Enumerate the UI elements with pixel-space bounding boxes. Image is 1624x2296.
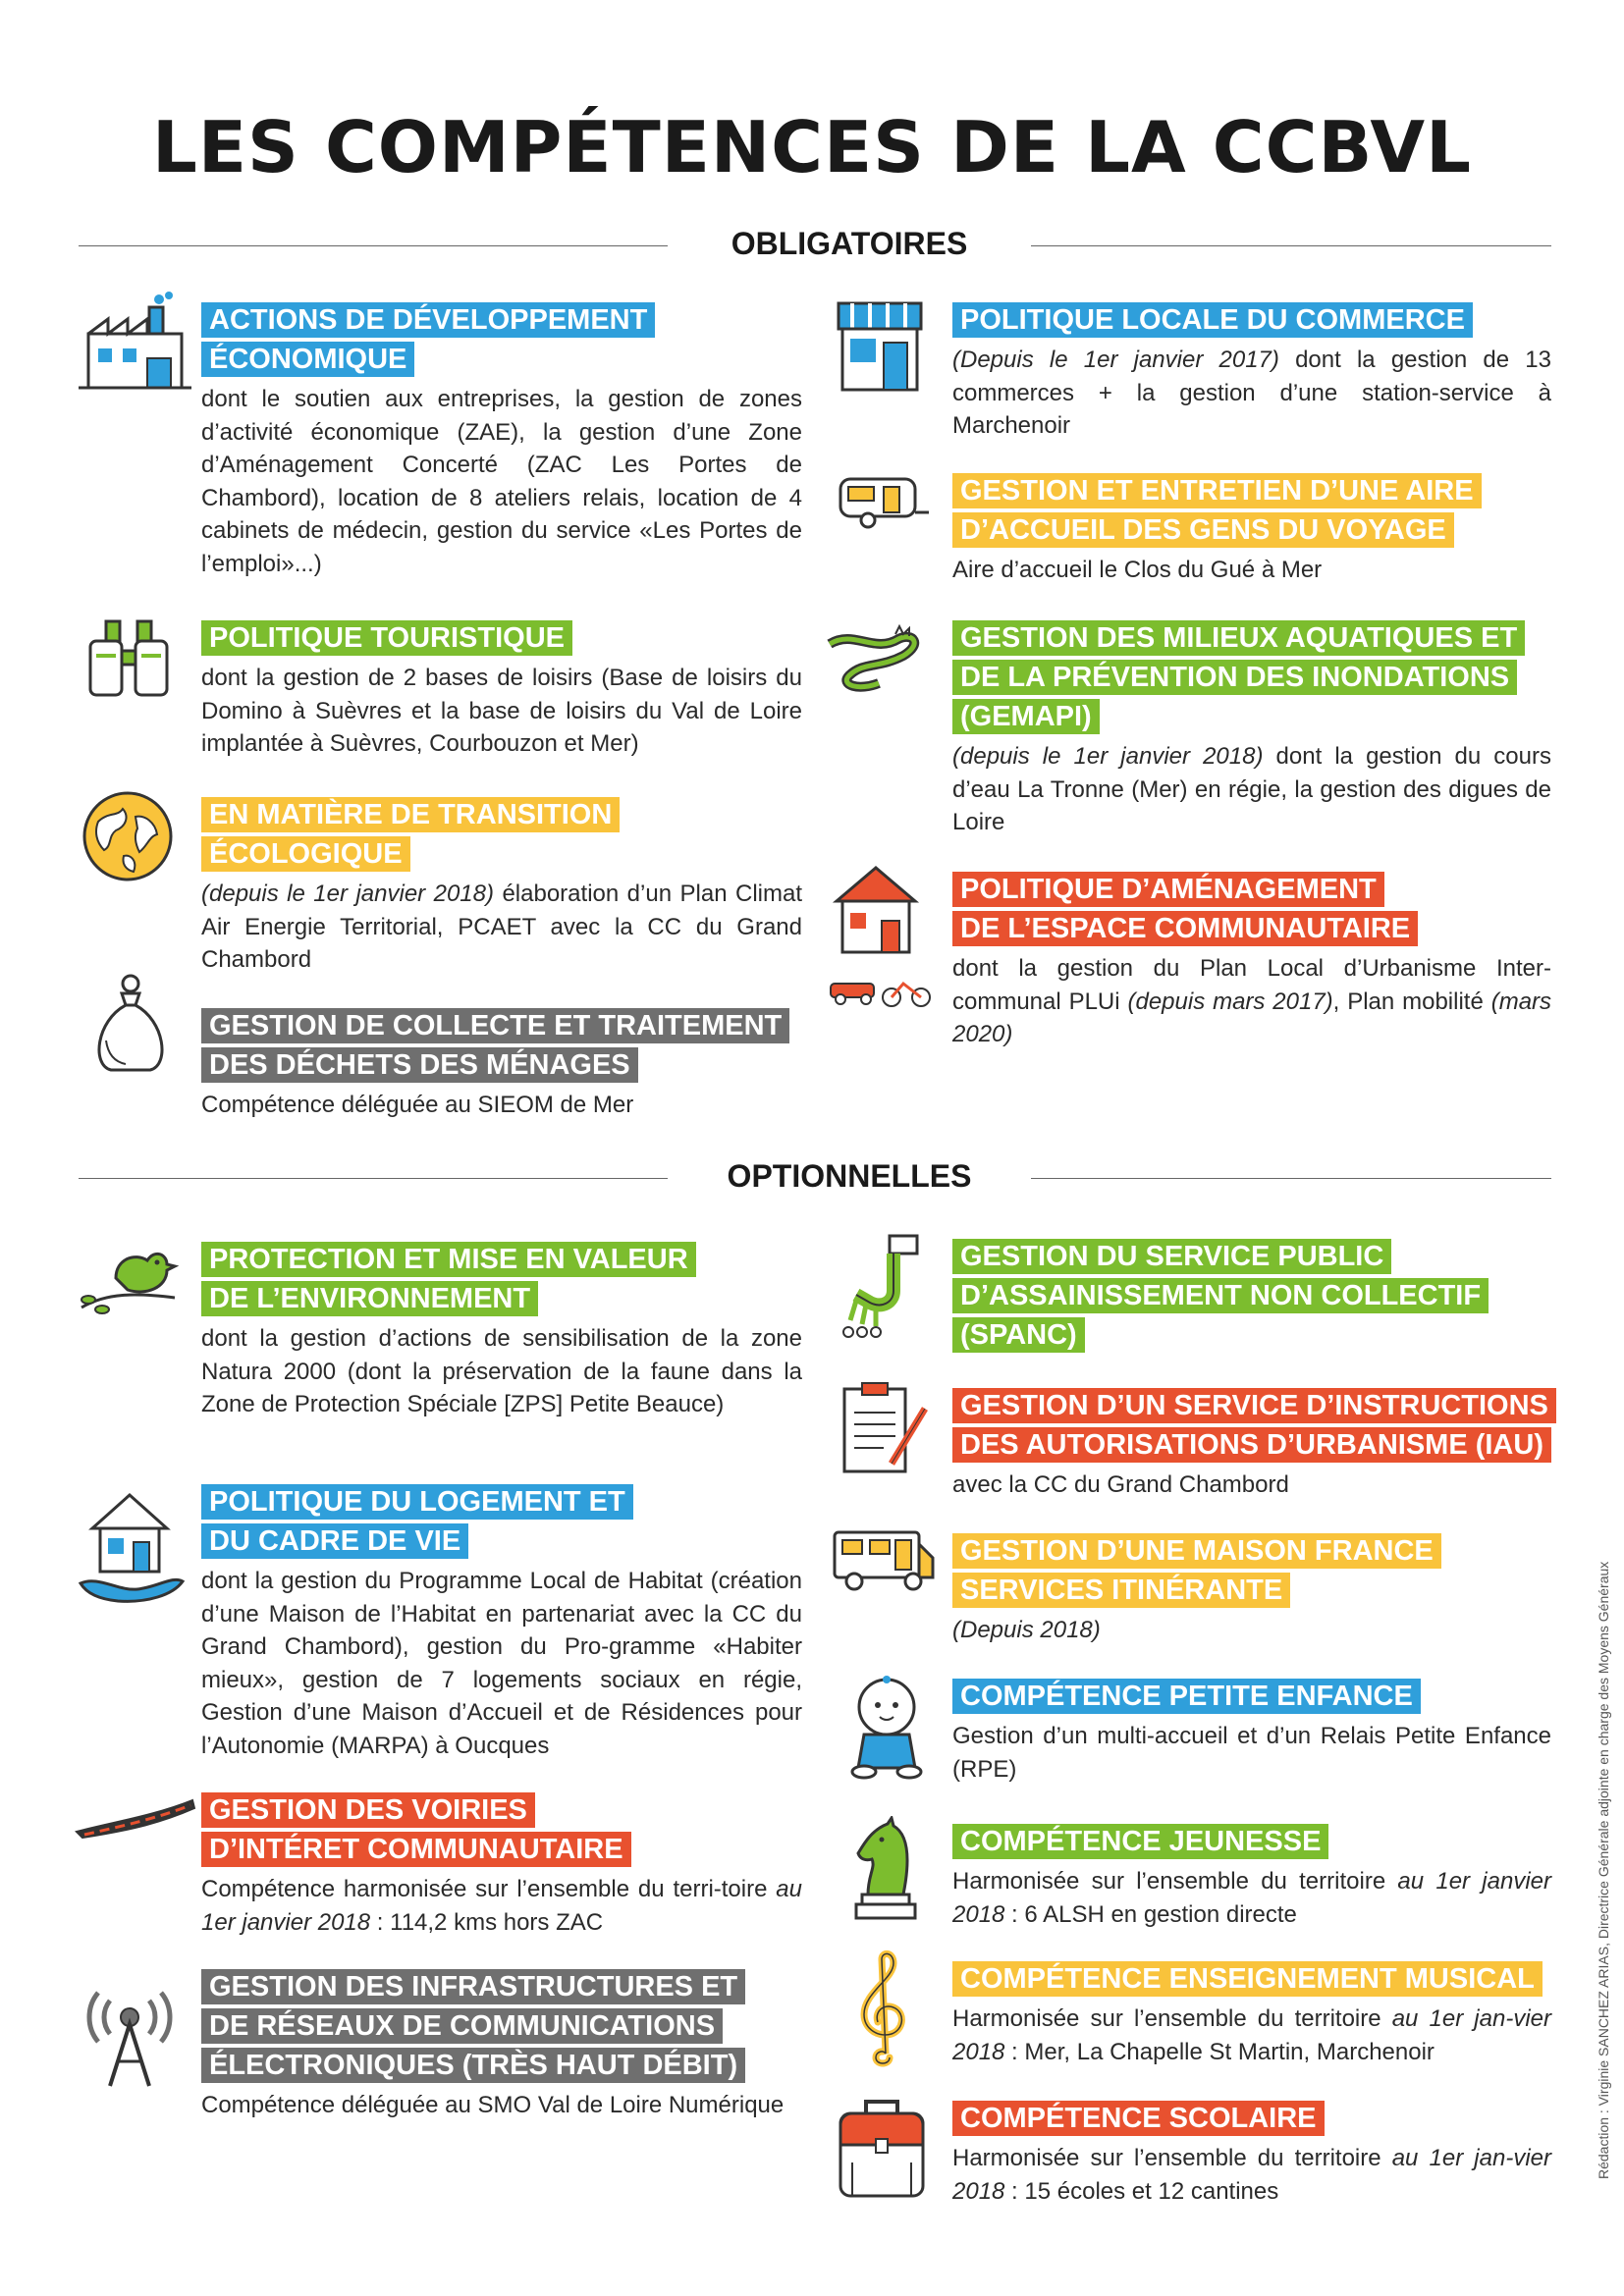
- divider-right: [1031, 245, 1551, 246]
- heading-line: COMPÉTENCE JEUNESSE: [952, 1824, 1328, 1859]
- caravan-icon: [833, 473, 931, 532]
- description: Compétence déléguée au SMO Val de Loire Numérique: [201, 2092, 785, 2118]
- heading-line: D’ASSAINISSEMENT NON COLLECTIF: [952, 1278, 1489, 1313]
- heading-line: DE L’ENVIRONNEMENT: [201, 1281, 538, 1316]
- heading-line: DE RÉSEAUX DE COMMUNICATIONS: [201, 2008, 723, 2044]
- chess-knight-icon: [846, 1816, 925, 1924]
- bird-icon: [77, 1239, 194, 1317]
- heading-line: GESTION D’UN SERVICE D’INSTRUCTIONS: [952, 1388, 1556, 1423]
- binoculars-icon: [77, 616, 185, 705]
- description: dont la gestion de 2 bases de loisirs (Base de loisirs du Domino à Suèvres et la base de loisirs du Val de Loire implantée à Suèvres, Courbouzon et Mer): [201, 665, 802, 757]
- date-note: (depuis le 1er janvier 2018): [201, 881, 494, 907]
- heading-line: DES AUTORISATIONS D’URBANISME (IAU): [952, 1427, 1551, 1463]
- factory-icon: [79, 290, 196, 398]
- section-label: OPTIONNELLES: [727, 1158, 972, 1194]
- antenna-icon: [81, 1973, 179, 2091]
- house-car-bike-icon: [827, 862, 935, 1009]
- shop-icon: [831, 299, 929, 398]
- pipe-icon: [837, 1232, 935, 1340]
- heading-line: POLITIQUE LOCALE DU COMMERCE: [952, 302, 1473, 338]
- heading-line: GESTION DU SERVICE PUBLIC: [952, 1239, 1391, 1274]
- competence-gemapi: [952, 620, 1551, 839]
- competence-spanc: [952, 1239, 1551, 1359]
- competence-protection-environnement: [201, 1242, 802, 1421]
- heading-line: SERVICES ITINÉRANTE: [952, 1573, 1290, 1608]
- competence-instructions-urbanisme: [952, 1388, 1551, 1502]
- competence-politique-commerce: [952, 302, 1551, 443]
- competence-scolaire: [952, 2101, 1551, 2208]
- heading-line: ACTIONS DE DÉVELOPPEMENT: [201, 302, 655, 338]
- description: (depuis le 1er janvier 2018) élaboration d’un Plan Climat Air Energie Territorial, PCAET avec la CC du Grand Chambord: [201, 881, 802, 973]
- river-icon: [825, 624, 933, 693]
- heading-line: (GEMAPI): [952, 699, 1100, 734]
- description: avec la CC du Grand Chambord: [952, 1471, 1289, 1498]
- heading-line: DE L’ESPACE COMMUNAUTAIRE: [952, 911, 1418, 946]
- description: Harmonisée sur l’ensemble du territoire au 1er jan-vier 2018 : 15 écoles et 12 cantines: [952, 2145, 1551, 2205]
- heading-line: (SPANC): [952, 1317, 1085, 1353]
- heading-line: GESTION DES INFRASTRUCTURES ET: [201, 1969, 745, 2004]
- divider-left: [79, 245, 668, 246]
- heading-line: ÉCONOMIQUE: [201, 342, 414, 377]
- description: dont la gestion d’actions de sensibilisation de la zone Natura 2000 (dont la préservation de la faune dans la Zone de Protection Spéciale [ZPS] Petite Beauce): [201, 1325, 802, 1417]
- competence-transition-ecologique: [201, 797, 802, 977]
- treble-clef-icon: [850, 1949, 919, 2067]
- globe-icon: [79, 787, 177, 885]
- page-title: LES COMPÉTENCES DE LA CCBVL: [151, 106, 1473, 188]
- section-obligatoires: [79, 226, 1551, 265]
- heading-line: POLITIQUE TOURISTIQUE: [201, 620, 572, 656]
- competence-politique-touristique: [201, 620, 802, 761]
- heading-line: GESTION DES MILIEUX AQUATIQUES ET: [952, 620, 1525, 656]
- clipboard-pen-icon: [835, 1379, 933, 1477]
- competence-petite-enfance: [952, 1679, 1551, 1786]
- baby-icon: [842, 1674, 931, 1782]
- description: Harmonisée sur l’ensemble du territoire au 1er janvier 2018 : 6 ALSH en gestion directe: [952, 1868, 1552, 1928]
- competence-tres-haut-debit: [201, 1969, 802, 2122]
- date-note: (depuis le 1er janvier 2018): [952, 743, 1264, 770]
- heading-line: COMPÉTENCE SCOLAIRE: [952, 2101, 1325, 2136]
- competence-amenagement-espace: [952, 872, 1551, 1051]
- road-icon: [75, 1792, 197, 1842]
- heading-line: POLITIQUE D’AMÉNAGEMENT: [952, 872, 1384, 907]
- schoolbag-icon: [833, 2096, 931, 2204]
- competence-jeunesse: [952, 1824, 1551, 1931]
- competence-developpement-economique: [201, 302, 802, 580]
- description: (Depuis le 1er janvier 2017) dont la gestion de 13 commerces + la gestion d’une station-service à Marchenoir: [952, 347, 1551, 439]
- competence-enseignement-musical: [952, 1961, 1551, 2068]
- heading-line: GESTION ET ENTRETIEN D’UNE AIRE: [952, 473, 1482, 508]
- description: Harmonisée sur l’ensemble du territoire au 1er jan-vier 2018 : Mer, La Chapelle St Martin, Marchenoir: [952, 2005, 1551, 2065]
- heading-line: COMPÉTENCE ENSEIGNEMENT MUSICAL: [952, 1961, 1543, 1997]
- description: Compétence déléguée au SIEOM de Mer: [201, 1092, 634, 1118]
- heading-line: D’INTÉRET COMMUNAUTAIRE: [201, 1832, 631, 1867]
- date-note: (Depuis le 1er janvier 2017): [952, 347, 1279, 373]
- divider-right: [1031, 1178, 1551, 1179]
- house-hand-icon: [79, 1487, 187, 1605]
- competence-aire-accueil-gens-voyage: [952, 473, 1551, 587]
- competence-collecte-dechets: [201, 1008, 802, 1122]
- heading-line: GESTION D’UNE MAISON FRANCE: [952, 1533, 1441, 1569]
- heading-line: COMPÉTENCE PETITE ENFANCE: [952, 1679, 1421, 1714]
- camper-van-icon: [831, 1526, 939, 1595]
- description: (depuis le 1er janvier 2018) dont la gestion du cours d’eau La Tronne (Mer) en régie, la gestion des digues de Loire: [952, 743, 1551, 835]
- description: Aire d’accueil le Clos du Gué à Mer: [952, 557, 1323, 583]
- description: Compétence harmonisée sur l’ensemble du terri-toire au 1er janvier 2018 : 114,2 kms hors ZAC: [201, 1876, 802, 1936]
- competence-voiries: [201, 1792, 802, 1939]
- description: dont la gestion du Plan Local d’Urbanisme Inter-communal PLUi (depuis mars 2017), Plan mobilité (mars 2020): [952, 955, 1552, 1047]
- description: Gestion d’un multi-accueil et d’un Relais Petite Enfance (RPE): [952, 1723, 1551, 1783]
- heading-line: DU CADRE DE VIE: [201, 1523, 468, 1559]
- divider-left: [79, 1178, 668, 1179]
- heading-line: ÉCOLOGIQUE: [201, 836, 410, 872]
- heading-line: ÉLECTRONIQUES (TRÈS HAUT DÉBIT): [201, 2048, 745, 2083]
- competence-logement-cadre-vie: [201, 1484, 802, 1762]
- description: [952, 1614, 1551, 1647]
- heading-line: DE LA PRÉVENTION DES INONDATIONS: [952, 660, 1517, 695]
- heading-line: DES DÉCHETS DES MÉNAGES: [201, 1047, 638, 1083]
- description: dont le soutien aux entreprises, la gestion de zones d’activité économique (ZAE), la gestion d’une Zone d’Aménagement Concerté (ZAC Les Portes de Chambord), location de 8 ateliers relais, location de 4 cabinets de médecin, gestion du service «Les Portes de l’emploi»...): [201, 386, 802, 577]
- heading-line: D’ACCUEIL DES GENS DU VOYAGE: [952, 512, 1454, 548]
- competence-maison-france-services: [952, 1533, 1551, 1647]
- date-note: (Depuis 2018): [952, 1617, 1101, 1643]
- trash-bag-icon: [86, 972, 175, 1080]
- heading-line: GESTION DES VOIRIES: [201, 1792, 535, 1828]
- heading-line: PROTECTION ET MISE EN VALEUR: [201, 1242, 696, 1277]
- description: dont la gestion du Programme Local de Habitat (création d’une Maison de l’Habitat en partenariat avec la CC du Grand Chambord), gestion du Pro-gramme «Habiter mieux», gestion de 7 logements sociaux en régie, Gestion d’une Maison d’Accueil et de Résidences pour l’Autonomie (MARPA) à Oucques: [201, 1568, 802, 1759]
- heading-line: EN MATIÈRE DE TRANSITION: [201, 797, 620, 832]
- heading-line: GESTION DE COLLECTE ET TRAITEMENT: [201, 1008, 789, 1043]
- credit-line: Rédaction : Virginie SANCHEZ ARIAS, Directrice Générale adjointe en charge des Moyens Généraux: [1596, 1561, 1611, 2179]
- heading-line: POLITIQUE DU LOGEMENT ET: [201, 1484, 633, 1520]
- section-label: OBLIGATOIRES: [731, 226, 968, 261]
- section-optionnelles: [79, 1158, 1551, 1198]
